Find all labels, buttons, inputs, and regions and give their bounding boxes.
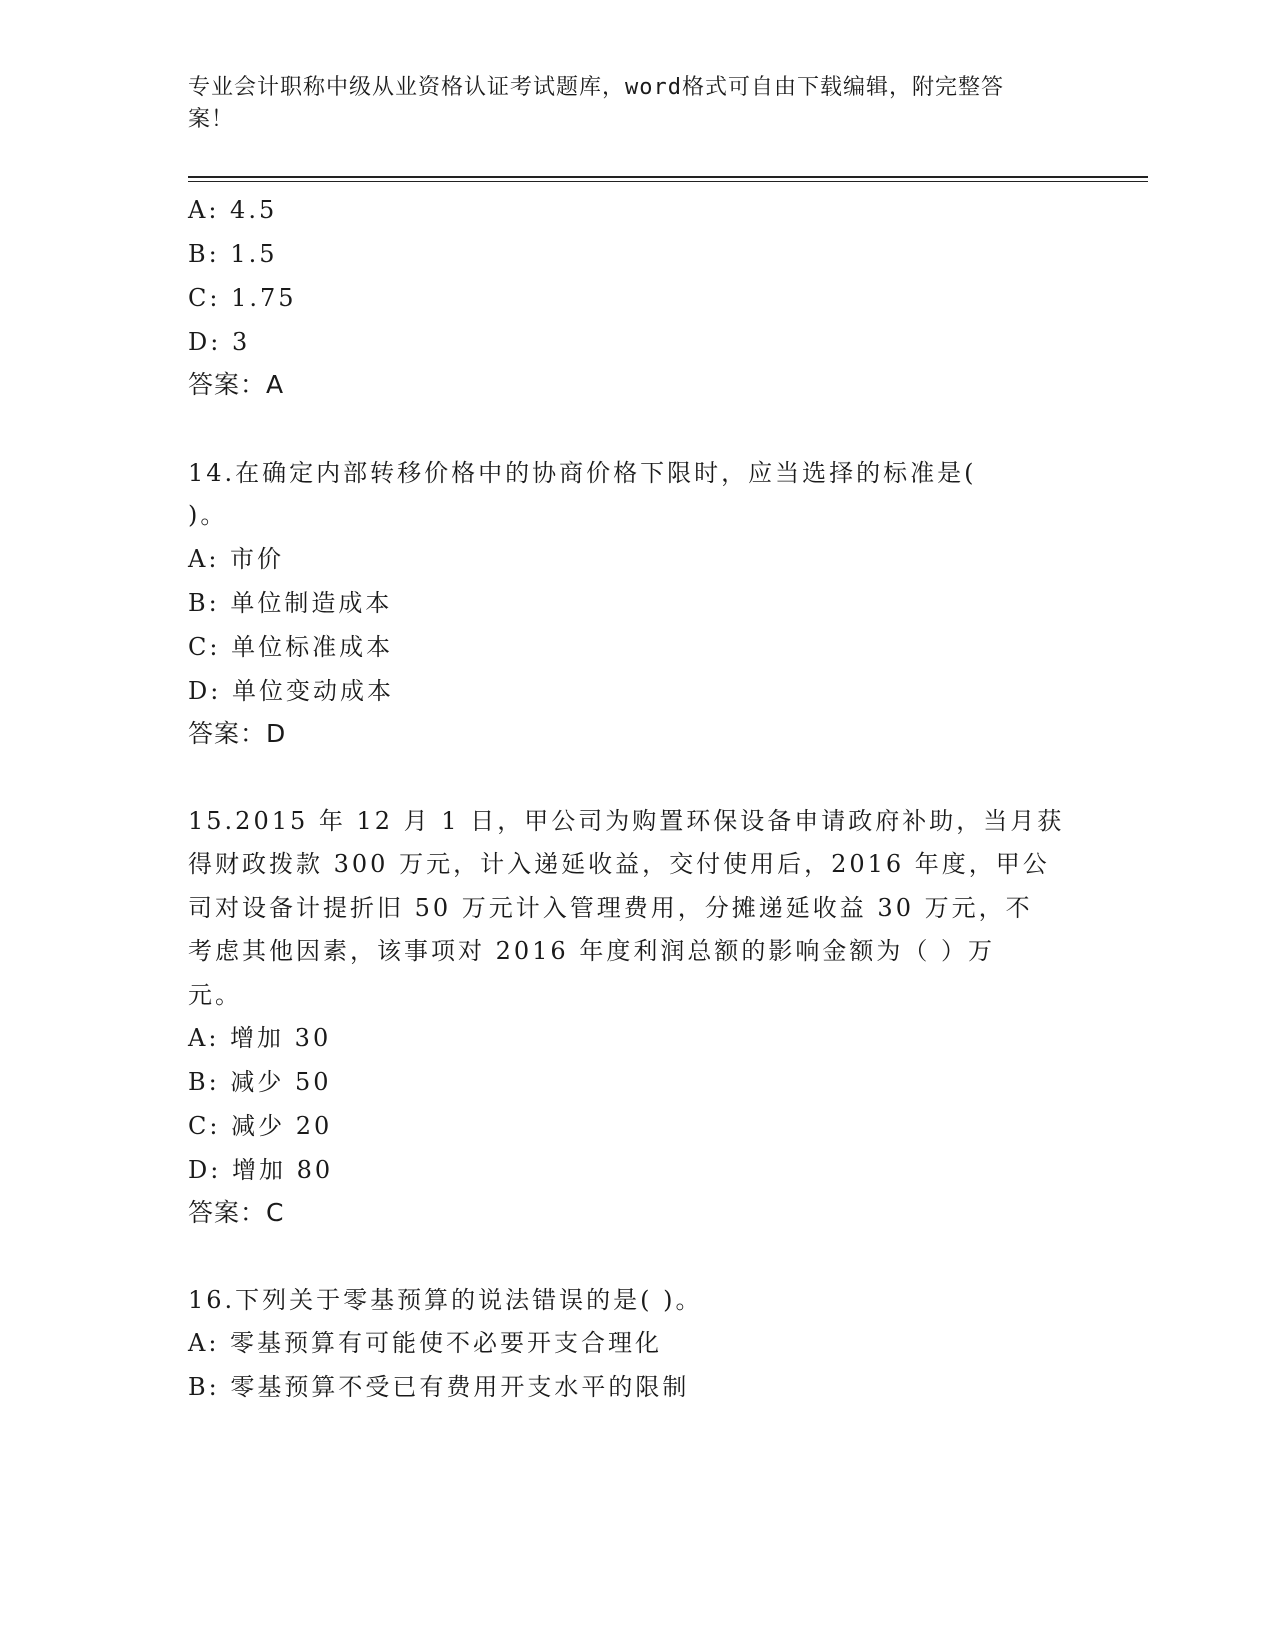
q16-stem-line-1: 16.下列关于零基预算的说法错误的是( )。 — [188, 1286, 703, 1314]
q15-option-a: A: 增加 30 — [188, 1024, 332, 1052]
header-rule-thin — [188, 181, 1148, 182]
q15-stem-line-5: 元。 — [188, 981, 242, 1009]
q14-option-a: A: 市价 — [188, 545, 285, 573]
q15-option-c: C: 减少 20 — [188, 1112, 333, 1140]
q15-option-d: D: 增加 80 — [188, 1156, 334, 1184]
q13-option-c: C: 1.75 — [188, 284, 297, 312]
q16-option-a: A: 零基预算有可能使不必要开支合理化 — [188, 1329, 663, 1357]
q14-option-d: D: 单位变动成本 — [188, 677, 394, 705]
header-line-2: 案！ — [188, 107, 235, 132]
q14-answer: 答案：D — [188, 719, 287, 748]
q14-option-b: B: 单位制造成本 — [188, 589, 393, 617]
q15-stem-line-3: 司对设备计提折旧 50 万元计入管理费用，分摊递延收益 30 万元，不 — [188, 894, 1033, 922]
q13-option-b: B: 1.5 — [188, 240, 278, 268]
q14-option-c: C: 单位标准成本 — [188, 633, 394, 661]
q15-answer: 答案：C — [188, 1198, 285, 1227]
header-line-1: 专业会计职称中级从业资格认证考试题库，word格式可自由下载编辑，附完整答 — [188, 75, 1004, 100]
q14-stem-line-2: )。 — [188, 501, 228, 529]
q16-option-b: B: 零基预算不受已有费用开支水平的限制 — [188, 1373, 690, 1401]
page-header — [188, 72, 1068, 136]
header-rule-thick — [188, 176, 1148, 178]
q15-stem-line-4: 考虑其他因素，该事项对 2016 年度利润总额的影响金额为（ ）万 — [188, 937, 995, 965]
q14-stem-line-1: 14.在确定内部转移价格中的协商价格下限时，应当选择的标准是( — [188, 459, 977, 487]
q13-option-d: D: 3 — [188, 328, 251, 356]
q13-answer: 答案：A — [188, 370, 285, 399]
q13-option-a: A: 4.5 — [188, 196, 278, 224]
q15-option-b: B: 减少 50 — [188, 1068, 332, 1096]
q15-stem-line-1: 15.2015 年 12 月 1 日，甲公司为购置环保设备申请政府补助，当月获 — [188, 807, 1065, 835]
q15-stem-line-2: 得财政拨款 300 万元，计入递延收益，交付使用后，2016 年度，甲公 — [188, 850, 1050, 878]
